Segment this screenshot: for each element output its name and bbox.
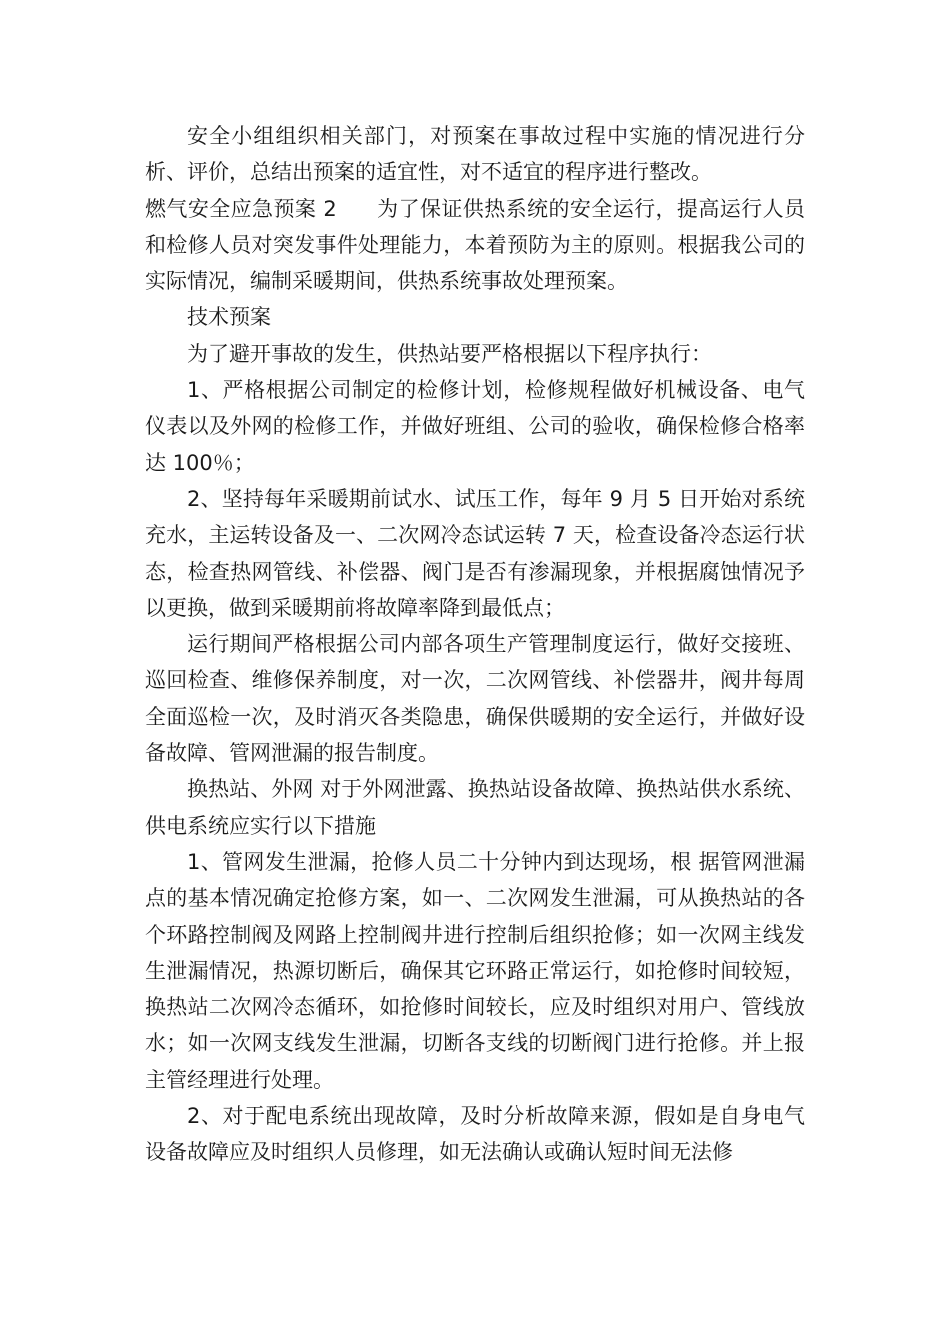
- paragraph-measure-2-power: 2、对于配电系统出现故障，及时分析故障来源，假如是自身电气设备故障应及时组织人员修理，如无法确认或确认短时间无法修: [145, 1104, 805, 1165]
- section-title: 燃气安全应急预案 2: [145, 196, 337, 221]
- paragraph-procedure-intro: 为了避开事故的发生，供热站要严格根据以下程序执行：: [187, 341, 712, 366]
- paragraph-measure-1-leak: 1、管网发生泄漏，抢修人员二十分钟内到达现场，根 据管网泄漏点的基本情况确定抢修方案，如一、二次网发生泄漏，可从换热站的各个环路控制阀及网路上控制阀井进行控制后组织抢修；如一次网主线发生泄漏情况，热源切断后，确保其它环路正常运行，如抢修时间较短，换热站二次网冷态循环，如抢修时间较长，应及时组织对用户、管线放水；如一次网支线发生泄漏，切断各支线的切断阀门进行抢修。并上报主管经理进行处理。: [145, 849, 805, 1092]
- section-intro-text: 为了保证供热系统的安全运行，提高运行人员和检修人员对突发事件处理能力，本着预防为主的原则。根据我公司的实际情况，编制采暖期间，供热系统事故处理预案。: [145, 196, 805, 294]
- paragraph-evaluation: 安全小组组织相关部门，对预案在事故过程中实施的情况进行分析、评价，总结出预案的适宜性，对不适宜的程序进行整改。: [145, 124, 805, 185]
- document-body: [145, 118, 805, 1171]
- paragraph-item-1-maintenance: 1、严格根据公司制定的检修计划，检修规程做好机械设备、电气仪表以及外网的检修工作，并做好班组、公司的验收，确保检修合格率达 100％；: [145, 378, 805, 475]
- paragraph-operation-period: 运行期间严格根据公司内部各项生产管理制度运行，做好交接班、巡回检查、维修保养制度，对一次，二次网管线、补偿器井，阀井每周全面巡检一次，及时消灭各类隐患，确保供暖期的安全运行，并做好设备故障、管网泄漏的报告制度。: [145, 632, 805, 766]
- paragraph-plan-2: [145, 191, 805, 300]
- paragraph-technical-plan: 技术预案: [187, 305, 271, 330]
- paragraph-item-2-pressure-test: 2、坚持每年采暖期前试水、试压工作，每年 9 月 5 日开始对系统充水，主运转设备及一、二次网冷态试运转 7 天，检查设备冷态运行状态，检查热网管线、补偿器、阀门是否有渗漏现象，并根据腐蚀情况予以更换，做到采暖期前将故障率降到最低点；: [145, 486, 805, 620]
- paragraph-heat-station-measures: 换热站、外网 对于外网泄露、换热站设备故障、换热站供水系统、供电系统应实行以下措施: [145, 777, 805, 838]
